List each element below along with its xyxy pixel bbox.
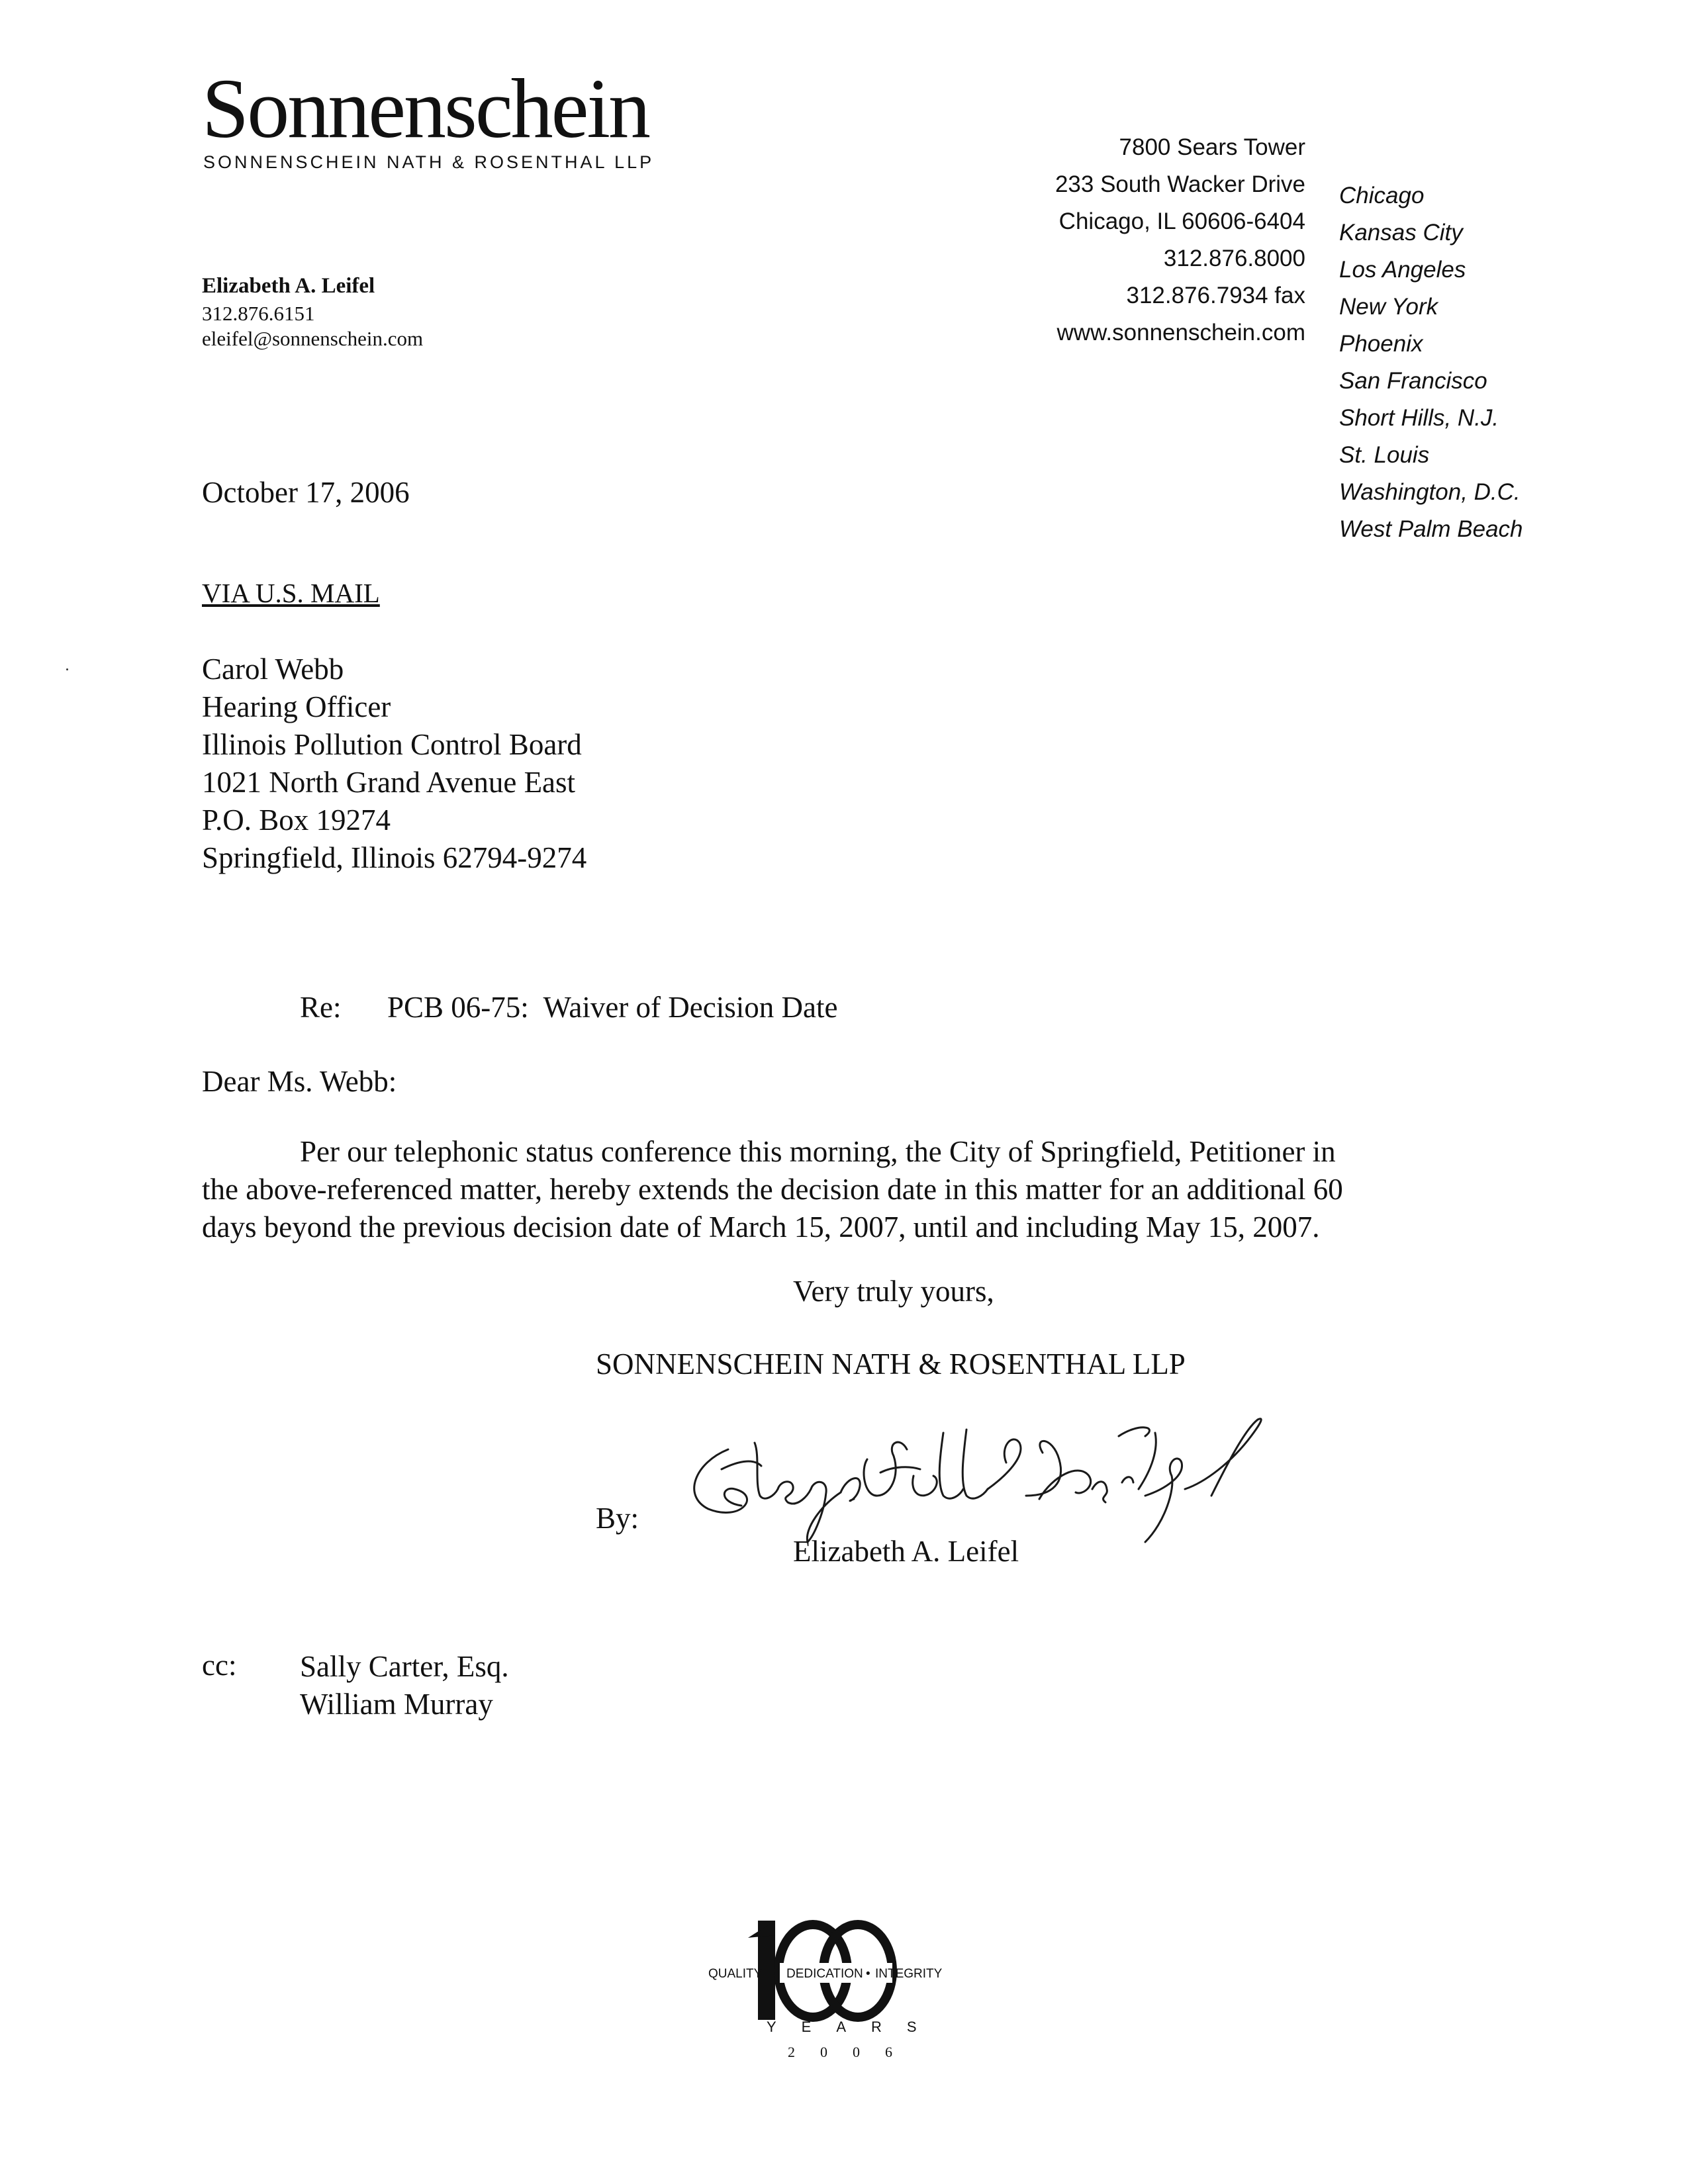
body-paragraph	[202, 1133, 1473, 1246]
subject-label: Re:	[300, 991, 342, 1024]
sender-name: Elizabeth A. Leifel	[202, 274, 375, 298]
office-item: Chicago	[1339, 183, 1425, 208]
address-website: www.sonnenschein.com	[1056, 320, 1305, 345]
cc-list	[300, 1648, 509, 1723]
recipient-line: Hearing Officer	[202, 690, 391, 723]
office-list	[1339, 177, 1523, 548]
letter-date: October 17, 2006	[202, 476, 410, 509]
firm-logo-wordmark: Sonnenschein	[202, 62, 649, 156]
body-line: Per our telephonic status conference this morning, the City of Springfield, Petitioner in	[300, 1135, 1336, 1168]
cc-label: cc:	[202, 1649, 237, 1682]
sender-phone: 312.876.6151	[202, 302, 315, 325]
recipient-line: 1021 North Grand Avenue East	[202, 766, 576, 799]
body-line: the above-referenced matter, hereby extends the decision date in this matter for an additional 60	[202, 1173, 1343, 1206]
address-line: 7800 Sears Tower	[1119, 134, 1305, 160]
by-label: By:	[596, 1502, 639, 1535]
recipient-line: Illinois Pollution Control Board	[202, 728, 582, 761]
address-phone: 312.876.8000	[1163, 246, 1305, 271]
recipient-line: P.O. Box 19274	[202, 803, 391, 837]
office-item: St. Louis	[1339, 442, 1430, 468]
firm-address-block	[1055, 129, 1305, 351]
address-fax: 312.876.7934 fax	[1126, 283, 1305, 308]
centennial-years-label: YEARS	[767, 2019, 942, 2035]
office-item: Washington, D.C.	[1339, 479, 1521, 505]
office-item: Kansas City	[1339, 220, 1463, 246]
office-item: Short Hills, N.J.	[1339, 405, 1499, 431]
cc-recipient: Sally Carter, Esq.	[300, 1650, 509, 1683]
signer-name: Elizabeth A. Leifel	[793, 1535, 1019, 1568]
office-item: Los Angeles	[1339, 257, 1466, 283]
svg-text:QUALITY: QUALITY	[708, 1967, 763, 1981]
handwritten-signature	[682, 1396, 1278, 1555]
centennial-year: 2006	[788, 2044, 917, 2060]
address-line: 233 South Wacker Drive	[1055, 171, 1305, 197]
office-item: West Palm Beach	[1339, 516, 1523, 542]
scan-speck	[66, 668, 68, 670]
firm-logo-subtitle: SONNENSCHEIN NATH & ROSENTHAL LLP	[203, 152, 655, 172]
recipient-line: Springfield, Illinois 62794-9274	[202, 841, 587, 874]
cc-recipient: William Murray	[300, 1688, 493, 1721]
sender-email: eleifel@sonnenschein.com	[202, 327, 424, 350]
salutation: Dear Ms. Webb:	[202, 1065, 397, 1098]
office-item: Phoenix	[1339, 331, 1423, 357]
complimentary-close: Very truly yours,	[793, 1275, 994, 1308]
svg-text:•: •	[866, 1967, 870, 1981]
office-item: San Francisco	[1339, 368, 1487, 394]
address-line: Chicago, IL 60606-6404	[1058, 208, 1305, 234]
firm-signature-block: SONNENSCHEIN NATH & ROSENTHAL LLP	[596, 1347, 1186, 1381]
office-item: New York	[1339, 294, 1438, 320]
svg-text:DEDICATION: DEDICATION	[786, 1967, 863, 1981]
delivery-method: VIA U.S. MAIL	[202, 578, 380, 608]
body-line: days beyond the previous decision date of March 15, 2007, until and including May 15, 2007.	[202, 1210, 1320, 1244]
svg-text:INTEGRITY: INTEGRITY	[875, 1967, 943, 1981]
recipient-address	[202, 651, 586, 877]
subject-line: PCB 06-75: Waiver of Decision Date	[387, 991, 838, 1024]
recipient-line: Carol Webb	[202, 653, 344, 686]
